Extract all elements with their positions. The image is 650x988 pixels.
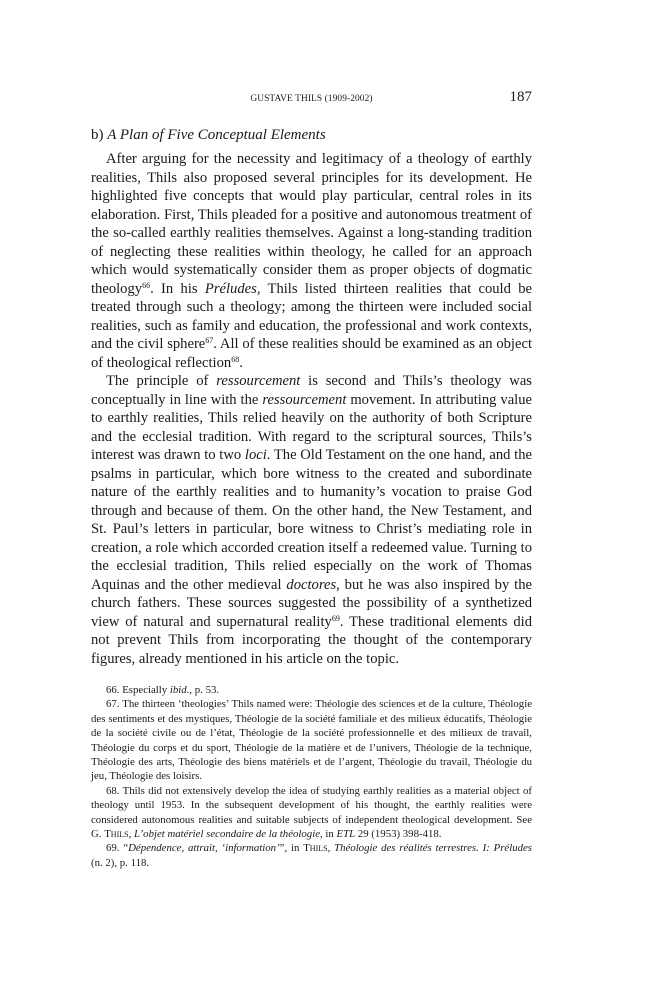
author-name: Thils <box>104 828 129 841</box>
italic-text: ETL <box>336 828 356 841</box>
text-run: . <box>239 354 243 371</box>
text-run: Especially <box>122 684 170 696</box>
footnote-69 <box>91 841 532 870</box>
text-run: After arguing for the necessity and legitimacy of a theology of earthly realities, Thils also proposed several principles for its development. He highlighted five concepts that would play particular, central roles in its elaboration. First, Thils pleaded for a positive and autonomous treatment of the so-called earthly realities themselves. Against a long-standing tradition of neglecting these realities within theology, he called for an approach which would systematically consider them as proper objects of dogmatic theology <box>91 151 532 297</box>
body-text <box>91 150 532 668</box>
footnote-67 <box>91 697 532 783</box>
footnote-number: 69. <box>106 842 120 855</box>
text-run: , in <box>320 828 337 841</box>
text-run: (n. 2), p. 118. <box>91 856 150 869</box>
footnote-ref-67: 67 <box>205 336 214 345</box>
running-head <box>91 89 532 109</box>
text-run: , <box>327 842 335 855</box>
footnote-68 <box>91 784 532 842</box>
text-run: . These traditional elements did not prevent Thils from incorporating the thought of the contemporary figures, already mentioned in his article on the topic. <box>91 613 532 667</box>
section-label: b) <box>91 127 104 143</box>
section-heading <box>91 125 326 145</box>
text-run: ”, in <box>279 842 304 855</box>
italic-text: loci <box>244 447 267 463</box>
text-run: , <box>128 828 134 841</box>
italic-text: ibid <box>169 684 187 696</box>
text-run: The principle of <box>106 373 217 389</box>
text-run: , Thils listed thirteen realities that could be treated through such a theology; among the thirteen were included social realities, such as family and education, the professional and work contexts, and the civil sphere <box>91 280 532 352</box>
running-head-title: GUSTAVE THILS (1909-2002) <box>250 94 373 104</box>
italic-text: ressourcement <box>262 391 347 408</box>
section-title: A Plan of Five Conceptual Elements <box>107 127 326 143</box>
author-name: Thils <box>303 842 328 855</box>
footnote-66 <box>91 683 532 697</box>
italic-text: doctores <box>286 576 337 593</box>
footnote-ref-68: 68 <box>231 354 240 364</box>
footnote-ref-66: 66 <box>142 280 151 290</box>
text-run: . All of these realities should be examined as an object of theological reflection <box>91 336 533 371</box>
paragraph-1 <box>91 150 532 372</box>
footnote-number: 68. <box>106 784 120 797</box>
text-run: movement. In attributing value to earthly realities, Thils relied heavily on the authority of both Scripture and the ecclesial tradition. With regard to the scriptural sources, Thils’s interest was drawn to two <box>91 391 533 463</box>
page-number: 187 <box>509 89 532 105</box>
text-run: Thils did not extensively develop the idea of studying earthly realities as a material object of theology until 1953. In the subsequent development of his thought, the earthly realities were considered autonomous realities and suitable subjects of independent theological development. See G. <box>91 784 532 841</box>
footnote-number: 66. <box>106 684 120 696</box>
italic-text: Préludes <box>204 280 257 297</box>
footnote-ref-69: 69 <box>331 613 340 623</box>
italic-text: L’objet matériel secondaire de la théologie <box>133 828 320 841</box>
text-run: . In his <box>150 280 205 297</box>
text-run: ., p. 53. <box>186 684 220 696</box>
text-run: The thirteen ‘theologies’ Thils named were: Théologie des sciences et de la culture, Théologie des sentiments et des mystiques, Théologie de la société familiale et des milieux éducatifs, Théologie de la société civile ou de l’état, Théologie de la société professionnelle et des milieux de travail, Théologie du corps et du sport, Théologie de la matière et de l’univers, Théologie de la technique, Théologie des arts, Théologie des biens matériels et de l’argent, Théologie du travail, Théologie du jeu, Théologie des loisirs. <box>91 698 532 783</box>
footnote-number: 67. <box>106 698 120 711</box>
paragraph-2 <box>91 372 532 668</box>
text-run: . The Old Testament on the one hand, and the psalms in particular, which bore witness to the created and subordinate nature of the earthly realities and to humanity’s vocation to praise God through and because of them. On the other hand, the New Testament, and St. Paul’s letters in particular, bore witness to Christ’s mediating role in creation, a role which accorded creation itself a redeemed value. Turning to the ecclesial tradition, Thils relied especially on the work of Thomas Aquinas and the other medieval <box>91 447 532 593</box>
italic-text: Théologie des réalités terrestres. I: Préludes <box>334 842 532 855</box>
italic-text: ressourcement <box>216 373 301 389</box>
footnotes <box>91 683 532 870</box>
text-run: , but he was also inspired by the church fathers. These sources suggested the possibility of a synthetized view of natural and supernatural reality <box>91 576 532 630</box>
italic-text: Dépendence, attrait, ‘information’ <box>128 842 280 855</box>
text-run: is second and Thils’s theology was conceptually in line with the <box>91 373 532 408</box>
text-run: 29 (1953) 398-418. <box>355 828 442 841</box>
text-run: “ <box>119 842 129 855</box>
